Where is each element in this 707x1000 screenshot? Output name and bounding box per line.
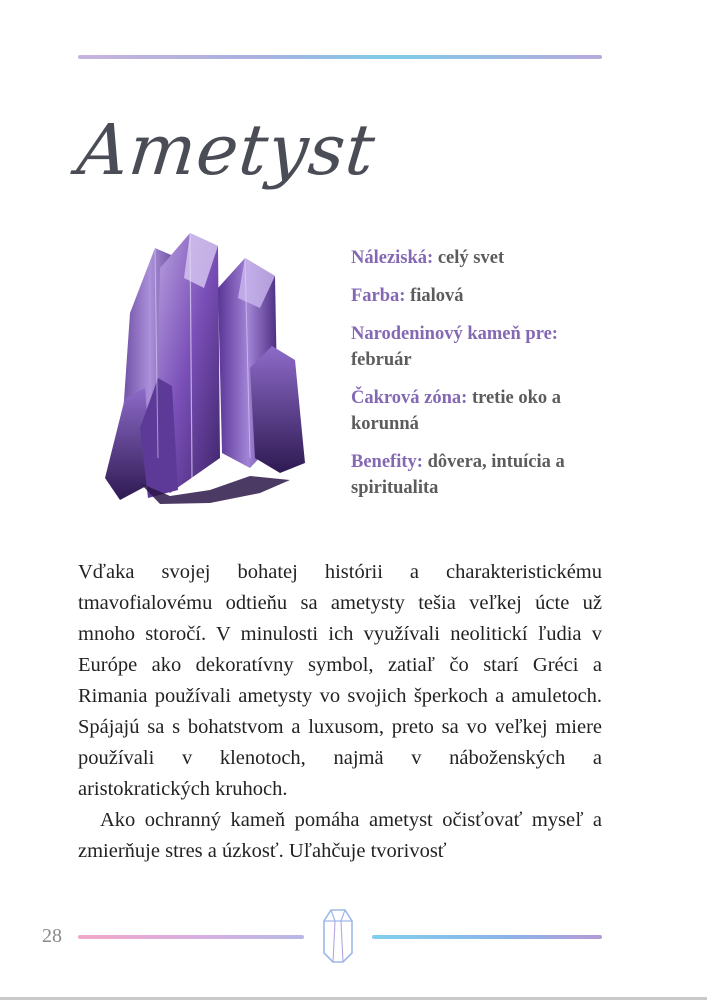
body-text [78,557,602,867]
page-number: 28 [42,925,62,947]
fact-localities: Náleziská: celý svet [351,248,505,268]
fact-benefits: Benefity: dôvera, intuícia a spiritualita [351,452,565,498]
amethyst-crystal-image [100,228,310,508]
gem-facts [351,245,611,513]
fact-birthstone: Narodeninový kameň pre: február [351,324,558,370]
fact-chakra: Čakrová zóna: tretie oko a korunná [351,388,561,434]
footer-divider-left [78,935,304,939]
paragraph: Ako ochranný kameň pomáha ametyst očisťovať myseľ a zmierňuje stres a úzkosť. Uľahčuje tvorivosť [78,809,602,862]
fact-color: Farba: fialová [351,286,464,306]
top-divider [78,55,602,59]
paragraph: Vďaka svojej bohatej histórii a charakteristickému tmavofialovému odtieňu sa ametysty tešia veľkej úcte už mnoho storočí. V minulosti ich využívali neolitickí ľudia v Európe ako dekoratívny symbol, zatiaľ čo starí Gréci a Rimania používali ametysty vo svojich šperkoch a amuletoch. Spájajú sa s bohatstvom a luxusom, preto sa vo veľkej miere používali v klenotoch, najmä v náboženských a aristokratických kruhoch. [78,561,602,800]
page-title: Ametyst [73,109,380,191]
crystal-outline-icon [321,907,355,965]
footer-divider-right [372,935,602,939]
